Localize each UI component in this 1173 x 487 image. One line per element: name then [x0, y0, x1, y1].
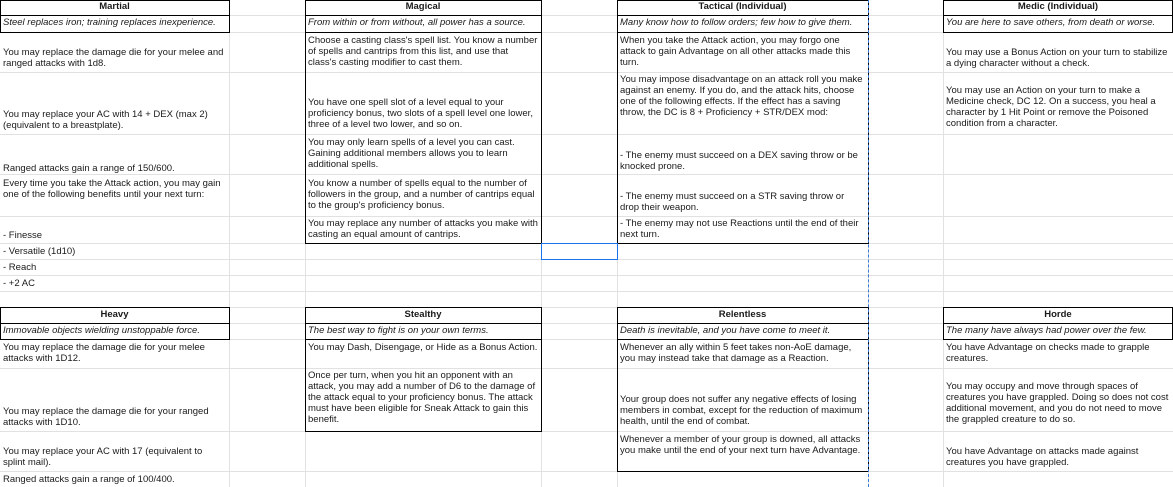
magical-row[interactable]: You know a number of spells equal to the number of followers in the group, and a number of cantrips equal to the group's proficiency bonus.: [308, 178, 535, 211]
tactical-row[interactable]: You may impose disadvantage on an attack roll you make against an enemy. If you do, and the attack hits, choose one of the following effects. If the effect has a saving throw, the DC is 8 + Proficiency + STR/DEX mod:: [620, 74, 863, 118]
section-title-martial[interactable]: Martial: [99, 1, 130, 12]
section-tagline-medic[interactable]: You are here to save others, from death or worse.: [946, 17, 1156, 28]
relentless-row[interactable]: Your group does not suffer any negative effects of losing members in combat, except for the reduction of maximum health, until the end of combat.: [620, 394, 863, 427]
section-title-horde[interactable]: Horde: [1044, 309, 1072, 320]
horde-row[interactable]: You may occupy and move through spaces of creatures you have grappled. Doing so does not cost additional movement, and you do not need to move the grappled creature to do so.: [946, 381, 1169, 425]
magical-row[interactable]: You have one spell slot of a level equal to your proficiency bonus, two slots of a spell level one lower, three of a level two lower, and so on.: [308, 97, 533, 130]
horde-row[interactable]: You have Advantage on attacks made against creatures you have grappled.: [946, 446, 1139, 468]
relentless-row[interactable]: Whenever an ally within 5 feet takes non-AoE damage, you may instead take that damage as a Reaction.: [620, 342, 852, 364]
section-tagline-horde[interactable]: The many have always had power over the few.: [946, 325, 1147, 336]
section-tagline-tactical[interactable]: Many know how to follow orders; few how to give them.: [620, 17, 853, 28]
section-title-heavy[interactable]: Heavy: [100, 309, 129, 320]
section-tagline-relentless[interactable]: Death is inevitable, and you have come to meet it.: [620, 325, 831, 336]
tactical-row[interactable]: When you take the Attack action, you may forgo one attack to gain Advantage on all other attacks made this turn.: [620, 35, 851, 68]
martial-row[interactable]: Ranged attacks gain a range of 150/600.: [3, 163, 175, 174]
section-title-stealthy[interactable]: Stealthy: [404, 309, 442, 320]
stealthy-row[interactable]: Once per turn, when you hit an opponent with an attack, you may add a number of D6 to the damage of the attack equal to your proficiency bonus. The attack must have been eligible for Sneak Attack to gain this benefit.: [308, 370, 536, 425]
medic-row[interactable]: You may use a Bonus Action on your turn to stabilize a dying character without a check.: [946, 47, 1168, 69]
selected-cell[interactable]: [541, 243, 618, 260]
heavy-row[interactable]: You may replace the damage die for your melee attacks with 1D12.: [3, 342, 205, 364]
magical-row[interactable]: Choose a casting class's spell list. You know a number of spells and cantrips from this list, and use that class's casting modifier to cast them.: [308, 35, 538, 68]
martial-row[interactable]: - Finesse: [3, 230, 43, 241]
section-title-tactical[interactable]: Tactical (Individual): [698, 1, 787, 12]
martial-row[interactable]: - Versatile (1d10): [3, 246, 76, 257]
tactical-row[interactable]: - The enemy must succeed on a STR saving throw or drop their weapon.: [620, 191, 845, 213]
magical-row[interactable]: You may replace any number of attacks you make with casting an equal amount of cantrips.: [308, 218, 538, 240]
section-title-magical[interactable]: Magical: [405, 1, 441, 12]
section-title-medic[interactable]: Medic (Individual): [1017, 1, 1099, 12]
horde-row[interactable]: You have Advantage on checks made to grapple creatures.: [946, 342, 1150, 364]
heavy-row[interactable]: You may replace your AC with 17 (equivalent to splint mail).: [3, 446, 203, 468]
section-title-relentless[interactable]: Relentless: [718, 309, 767, 320]
heavy-row[interactable]: You may replace the damage die for your ranged attacks with 1D10.: [3, 406, 209, 428]
section-tagline-martial[interactable]: Steel replaces iron; training replaces inexperience.: [3, 17, 216, 28]
martial-row[interactable]: You may replace your AC with 14 + DEX (max 2) (equivalent to a breastplate).: [3, 109, 208, 131]
heavy-row[interactable]: Ranged attacks gain a range of 100/400.: [3, 474, 175, 485]
martial-row[interactable]: Every time you take the Attack action, you may gain one of the following benefits until your next turn:: [3, 178, 221, 200]
section-tagline-magical[interactable]: From within or from without, all power has a source.: [308, 17, 526, 28]
tactical-row[interactable]: - The enemy may not use Reactions until the end of their next turn.: [620, 218, 859, 240]
martial-row[interactable]: - +2 AC: [3, 278, 35, 289]
martial-row[interactable]: - Reach: [3, 262, 37, 273]
medic-row[interactable]: You may use an Action on your turn to make a Medicine check, DC 12. On a success, you heal a character by 1 Hit Point or remove the Poisoned condition from a character.: [946, 85, 1156, 129]
relentless-row[interactable]: Whenever a member of your group is downed, all attacks you make until the end of your next turn have Advantage.: [620, 434, 861, 456]
section-tagline-heavy[interactable]: Immovable objects wielding unstoppable force.: [3, 325, 200, 336]
section-tagline-stealthy[interactable]: The best way to fight is on your own terms.: [308, 325, 489, 336]
martial-row[interactable]: You may replace the damage die for your melee and ranged attacks with 1d8.: [3, 47, 224, 69]
page-break-line: [868, 0, 869, 487]
magical-row[interactable]: You may only learn spells of a level you can cast. Gaining additional members allows you to learn additional spells.: [308, 137, 515, 170]
tactical-row[interactable]: - The enemy must succeed on a DEX saving throw or be knocked prone.: [620, 150, 858, 172]
stealthy-row[interactable]: You may Dash, Disengage, or Hide as a Bonus Action.: [308, 342, 538, 353]
